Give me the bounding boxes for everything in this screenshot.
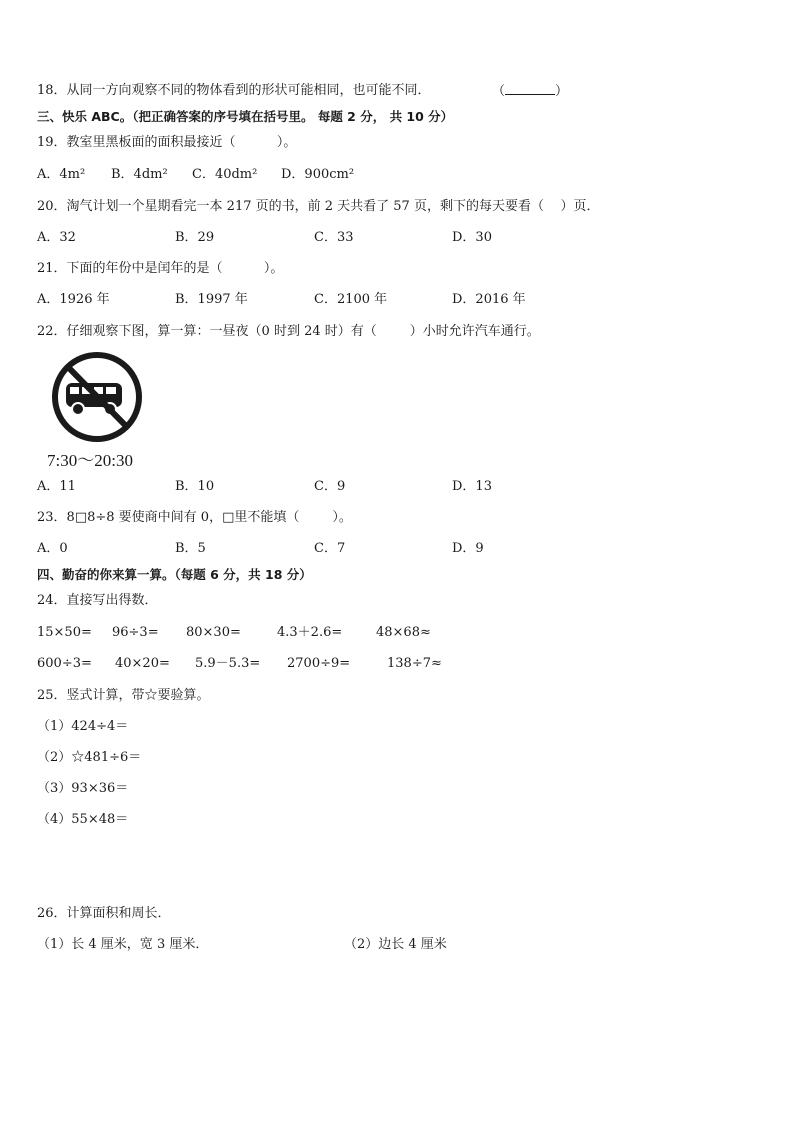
calc-item: 96÷3= bbox=[112, 625, 159, 640]
q21-option-b[interactable]: B．1997 年 bbox=[175, 292, 248, 307]
blank-underline bbox=[505, 82, 555, 95]
calc-item: 40×20= bbox=[115, 656, 170, 671]
q22-option-a[interactable]: A．11 bbox=[37, 479, 76, 494]
question-22-text: 22．仔细观察下图，算一算：一昼夜（0 时到 24 时）有（ ）小时允许汽车通行。 bbox=[37, 324, 540, 339]
calc-item: 138÷7≈ bbox=[387, 656, 442, 671]
no-bus-sign-icon bbox=[50, 350, 144, 444]
q19-option-c[interactable]: C．40dm² bbox=[192, 167, 258, 182]
q21-option-c[interactable]: C．2100 年 bbox=[314, 292, 388, 307]
q21-option-a[interactable]: A．1926 年 bbox=[37, 292, 110, 307]
q20-option-a[interactable]: A．32 bbox=[37, 230, 76, 245]
q26-item-1: （1）长 4 厘米，宽 3 厘米． bbox=[37, 937, 209, 952]
q26-item-2: （2）边长 4 厘米 bbox=[344, 937, 447, 952]
section-4-heading: 四、勤奋的你来算一算。（每题 6 分，共 18 分） bbox=[37, 567, 312, 582]
q23-option-d[interactable]: D．9 bbox=[452, 541, 484, 556]
calc-item: 600÷3= bbox=[37, 656, 92, 671]
question-26-text: 26．计算面积和周长． bbox=[37, 906, 171, 921]
q19-option-b[interactable]: B．4dm² bbox=[111, 167, 168, 182]
question-18-text: 18．从同一方向观察不同的物体看到的形状可能相同，也可能不同． bbox=[37, 83, 431, 98]
calc-item: 48×68≈ bbox=[376, 625, 431, 640]
vertical-calc-item: （1）424÷4＝ bbox=[37, 719, 129, 734]
question-24-text: 24．直接写出得数． bbox=[37, 593, 158, 608]
vertical-calc-item: （2）☆481÷6＝ bbox=[37, 750, 142, 765]
vertical-calc-item: （3）93×36＝ bbox=[37, 781, 129, 796]
q22-option-d[interactable]: D．13 bbox=[452, 479, 492, 494]
vertical-calc-item: （4）55×48＝ bbox=[37, 812, 129, 827]
sign-time-caption: 7:30～20:30 bbox=[47, 451, 133, 470]
q21-option-d[interactable]: D．2016 年 bbox=[452, 292, 526, 307]
q20-option-c[interactable]: C．33 bbox=[314, 230, 354, 245]
calc-item: 15×50= bbox=[37, 625, 92, 640]
q19-option-a[interactable]: A．4m² bbox=[37, 167, 86, 182]
question-21-text: 21．下面的年份中是闰年的是（ ）。 bbox=[37, 261, 284, 276]
q22-option-b[interactable]: B．10 bbox=[175, 479, 215, 494]
q23-option-b[interactable]: B．5 bbox=[175, 541, 206, 556]
q20-option-d[interactable]: D．30 bbox=[452, 230, 492, 245]
calc-item: 4.3＋2.6= bbox=[277, 625, 343, 640]
calc-item: 5.9－5.3= bbox=[195, 656, 261, 671]
calc-item: 2700÷9= bbox=[287, 656, 351, 671]
question-18 bbox=[37, 82, 431, 100]
question-20-text: 20．淘气计划一个星期看完一本 217 页的书，前 2 天共看了 57 页，剩下的每天要看（ ）页． bbox=[37, 199, 600, 214]
q20-option-b[interactable]: B．29 bbox=[175, 230, 215, 245]
q22-option-c[interactable]: C．9 bbox=[314, 479, 346, 494]
q23-option-c[interactable]: C．7 bbox=[314, 541, 346, 556]
answer-blank-18[interactable]: （ ） bbox=[492, 84, 569, 99]
calc-item: 80×30= bbox=[186, 625, 241, 640]
q19-option-d[interactable]: D．900cm² bbox=[281, 167, 355, 182]
question-19-text: 19．教室里黑板面的面积最接近（ ）。 bbox=[37, 135, 297, 150]
question-23-text: 23．8□8÷8 要使商中间有 0，□里不能填（ ）。 bbox=[37, 510, 352, 525]
question-25-text: 25．竖式计算，带☆要验算。 bbox=[37, 688, 210, 703]
section-3-heading: 三、快乐 ABC。（把正确答案的序号填在括号里。 每题 2 分， 共 10 分） bbox=[37, 109, 454, 124]
q23-option-a[interactable]: A．0 bbox=[37, 541, 68, 556]
